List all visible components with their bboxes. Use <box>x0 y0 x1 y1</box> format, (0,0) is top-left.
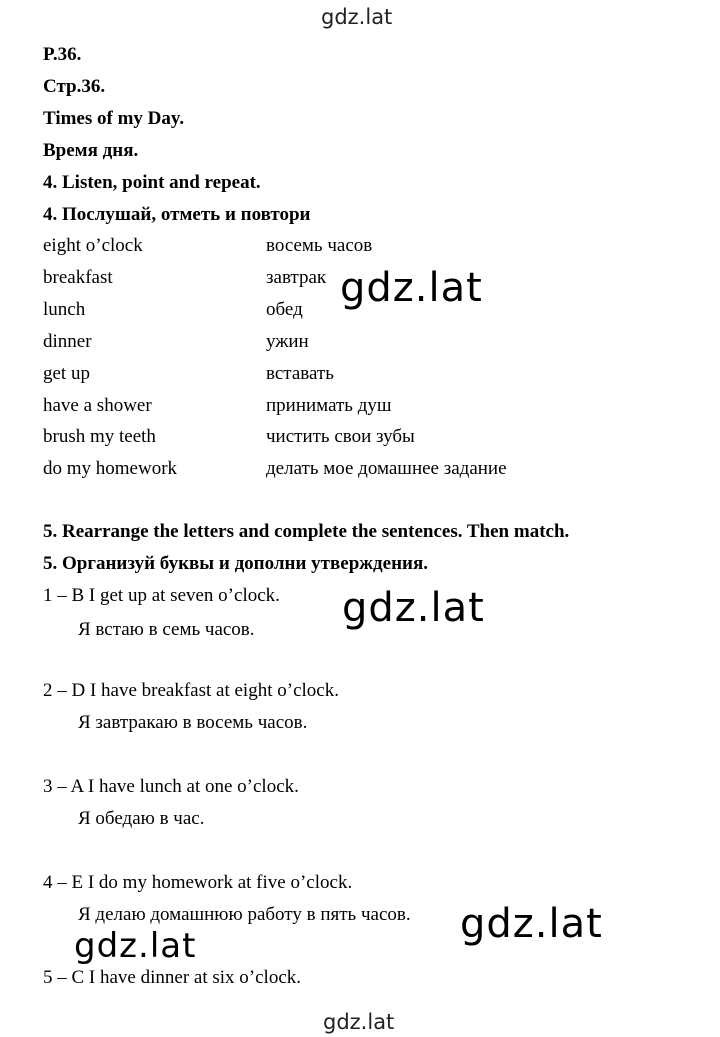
word-en: lunch <box>43 299 86 320</box>
answer-en: 2 – D I have breakfast at eight o’clock. <box>43 680 339 701</box>
watermark-top: gdz.lat <box>321 5 393 29</box>
word-ru: вставать <box>266 363 334 384</box>
word-ru: чистить свои зубы <box>266 426 415 447</box>
word-en: breakfast <box>43 267 113 288</box>
answer-ru: Я встаю в семь часов. <box>78 619 255 640</box>
word-ru: завтрак <box>266 267 327 288</box>
page-number-ru: Стр.36. <box>43 76 106 97</box>
page-number-en: P.36. <box>43 44 82 65</box>
word-ru: восемь часов <box>266 235 373 256</box>
title-ru: Время дня. <box>43 140 139 161</box>
title-en: Times of my Day. <box>43 108 185 129</box>
word-en: do my homework <box>43 458 178 479</box>
word-en: have a shower <box>43 395 152 416</box>
exercise4-heading-en: 4. Listen, point and repeat. <box>43 172 261 193</box>
answer-en: 4 – E I do my homework at five o’clock. <box>43 872 353 893</box>
word-ru: принимать душ <box>266 395 392 416</box>
word-en: brush my teeth <box>43 426 156 447</box>
word-en: get up <box>43 363 90 384</box>
exercise5-heading-ru: 5. Организуй буквы и дополни утверждения. <box>43 553 429 574</box>
exercise4-heading-ru: 4. Послушай, отметь и повтори <box>43 204 311 225</box>
exercise5-heading-en: 5. Rearrange the letters and complete the sentences. Then match. <box>43 521 570 542</box>
answer-ru: Я обедаю в час. <box>78 808 205 829</box>
answer-ru: Я делаю домашнюю работу в пять часов. <box>78 904 411 925</box>
watermark-bottom: gdz.lat <box>323 1010 395 1034</box>
watermark-big: gdz.lat <box>340 265 483 311</box>
watermark-big: gdz.lat <box>74 926 197 966</box>
word-ru: обед <box>266 299 303 320</box>
answer-en: 5 – C I have dinner at six o’clock. <box>43 967 302 988</box>
answer-ru: Я завтракаю в восемь часов. <box>78 712 308 733</box>
answer-en: 1 – B I get up at seven o’clock. <box>43 585 280 606</box>
word-en: eight o’clock <box>43 235 143 256</box>
word-en: dinner <box>43 331 92 352</box>
word-ru: делать мое домашнее задание <box>266 458 507 479</box>
word-ru: ужин <box>266 331 309 352</box>
watermark-big: gdz.lat <box>460 901 603 947</box>
watermark-big: gdz.lat <box>342 585 485 631</box>
answer-en: 3 – A I have lunch at one o’clock. <box>43 776 299 797</box>
